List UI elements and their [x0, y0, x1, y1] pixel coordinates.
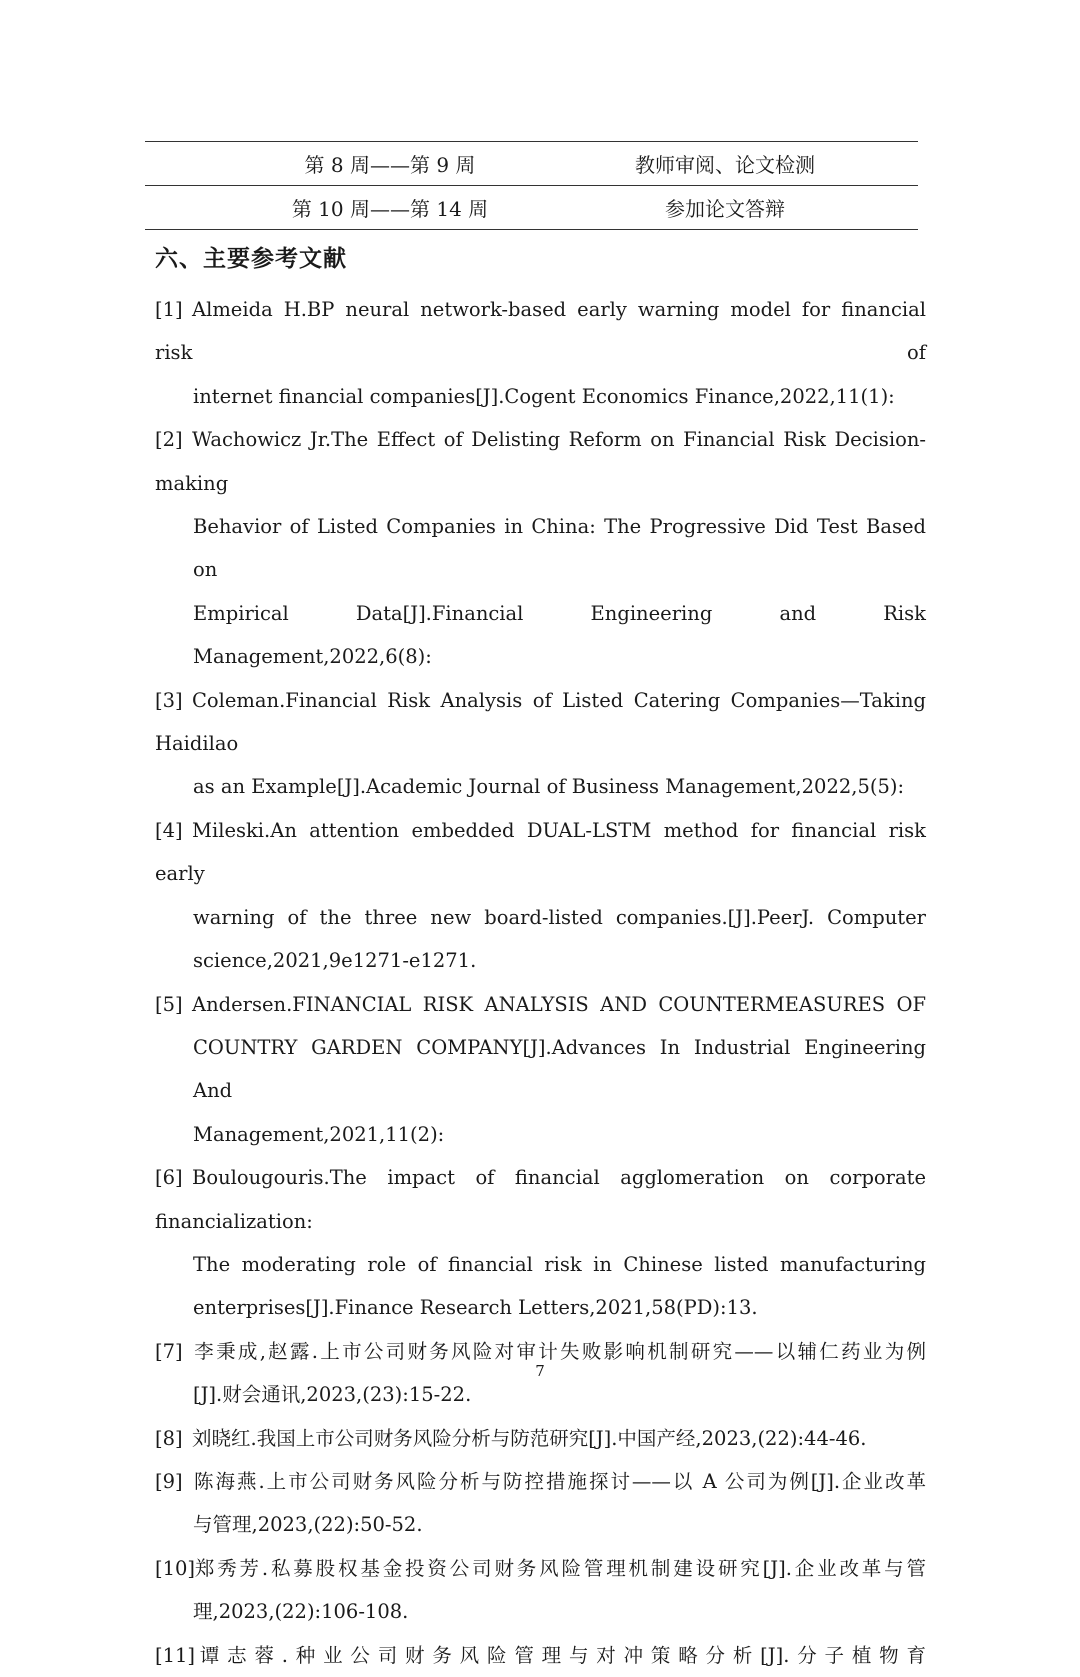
reference-number: [2]	[155, 428, 183, 452]
reference-item	[155, 288, 926, 418]
reference-item	[155, 1417, 926, 1460]
reference-line	[155, 375, 926, 418]
schedule-period: 第 8 周——第 9 周	[304, 153, 476, 177]
reference-line	[155, 1113, 926, 1156]
reference-text: Management,2021,11(2):	[193, 1122, 445, 1146]
page-number: 7	[535, 1362, 545, 1380]
reference-text: 与管理,2023,(22):50-52.	[193, 1513, 423, 1537]
reference-line	[155, 1634, 926, 1677]
reference-item	[155, 1460, 926, 1547]
reference-text: as an Example[J].Academic Journal of Business Management,2022,5(5):	[193, 775, 905, 799]
reference-line	[155, 1590, 926, 1633]
reference-item	[155, 1547, 926, 1634]
reference-number: [5]	[155, 992, 183, 1016]
reference-line	[155, 679, 926, 766]
reference-number: [3]	[155, 688, 183, 712]
reference-number: [8]	[155, 1426, 183, 1450]
reference-text: 李秉成,赵露.上市公司财务风险对审计失败影响机制研究——以辅仁药业为例	[192, 1339, 926, 1363]
reference-text: 刘晓红.我国上市公司财务风险分析与防范研究[J].中国产经,2023,(22):44-46.	[192, 1426, 867, 1450]
schedule-period: 第 10 周——第 14 周	[291, 197, 489, 221]
reference-text: Empirical Data[J].Financial Engineering and Risk Management,2022,6(8):	[193, 601, 926, 669]
reference-line	[155, 592, 926, 679]
schedule-table	[145, 141, 918, 230]
schedule-row	[145, 142, 918, 185]
reference-line	[155, 983, 926, 1026]
reference-number: [4]	[155, 818, 183, 842]
reference-item	[155, 679, 926, 809]
reference-line	[155, 1243, 926, 1286]
schedule-task: 参加论文答辩	[665, 197, 785, 221]
reference-item	[155, 1156, 926, 1330]
reference-line	[155, 1547, 926, 1590]
reference-text: science,2021,9e1271-e1271.	[193, 949, 477, 973]
reference-text: 陈海燕.上市公司财务风险分析与防控措施探讨——以 A 公司为例[J].企业改革	[192, 1469, 926, 1493]
reference-line	[155, 809, 926, 896]
schedule-row	[145, 185, 918, 229]
reference-line	[155, 939, 926, 982]
schedule-task: 教师审阅、论文检测	[635, 153, 815, 177]
reference-text: COUNTRY GARDEN COMPANY[J].Advances In Industrial Engineering And	[193, 1035, 926, 1103]
reference-text: enterprises[J].Finance Research Letters,2021,58(PD):13.	[193, 1296, 758, 1320]
reference-line	[155, 505, 926, 592]
reference-text: Wachowicz Jr.The Effect of Delisting Reform on Financial Risk Decision-making	[155, 428, 926, 495]
reference-item	[155, 983, 926, 1157]
reference-number: [9]	[155, 1469, 183, 1493]
reference-text: Almeida H.BP neural network-based early warning model for financial risk of	[155, 298, 926, 365]
reference-line	[155, 1156, 926, 1243]
reference-number: [6]	[155, 1166, 183, 1190]
reference-line	[155, 765, 926, 808]
reference-number: [11]	[155, 1643, 196, 1667]
reference-number: [10]	[155, 1556, 196, 1580]
reference-line	[155, 288, 926, 375]
reference-text: internet financial companies[J].Cogent Economics Finance,2022,11(1):	[193, 384, 895, 408]
reference-text: 郑秀芳.私募股权基金投资公司财务风险管理机制建设研究[J].企业改革与管	[192, 1556, 926, 1580]
reference-list	[155, 288, 926, 1677]
reference-text: Coleman.Financial Risk Analysis of Listed Catering Companies—Taking Haidilao	[155, 688, 926, 756]
reference-line	[155, 896, 926, 939]
reference-line	[155, 1460, 926, 1503]
reference-line	[155, 1286, 926, 1329]
reference-text: Behavior of Listed Companies in China: The Progressive Did Test Based on	[193, 515, 926, 582]
reference-number: [1]	[155, 298, 183, 321]
reference-item	[155, 1634, 926, 1677]
reference-line	[155, 1026, 926, 1113]
reference-text: Andersen.FINANCIAL RISK ANALYSIS AND COUNTERMEASURES OF	[192, 992, 926, 1016]
reference-text: Mileski.An attention embedded DUAL-LSTM method for financial risk early	[155, 818, 926, 886]
reference-line	[155, 1417, 926, 1460]
section-title: 六、主要参考文献	[155, 245, 347, 272]
reference-item	[155, 809, 926, 983]
reference-item	[155, 418, 926, 678]
reference-number: [7]	[155, 1339, 183, 1363]
reference-text: [J].财会通讯,2023,(23):15-22.	[193, 1383, 472, 1407]
reference-line	[155, 1503, 926, 1546]
reference-text: 谭志蓉.种业公司财务风险管理与对冲策略分析[J].分子植物育	[192, 1643, 926, 1667]
reference-text: Boulougouris.The impact of financial agglomeration on corporate financialization:	[155, 1166, 926, 1233]
reference-text: The moderating role of financial risk in Chinese listed manufacturing	[193, 1252, 926, 1276]
reference-line	[155, 418, 926, 505]
reference-text: 理,2023,(22):106-108.	[193, 1600, 409, 1624]
reference-text: warning of the three new board-listed companies.[J].PeerJ. Computer	[193, 905, 926, 929]
